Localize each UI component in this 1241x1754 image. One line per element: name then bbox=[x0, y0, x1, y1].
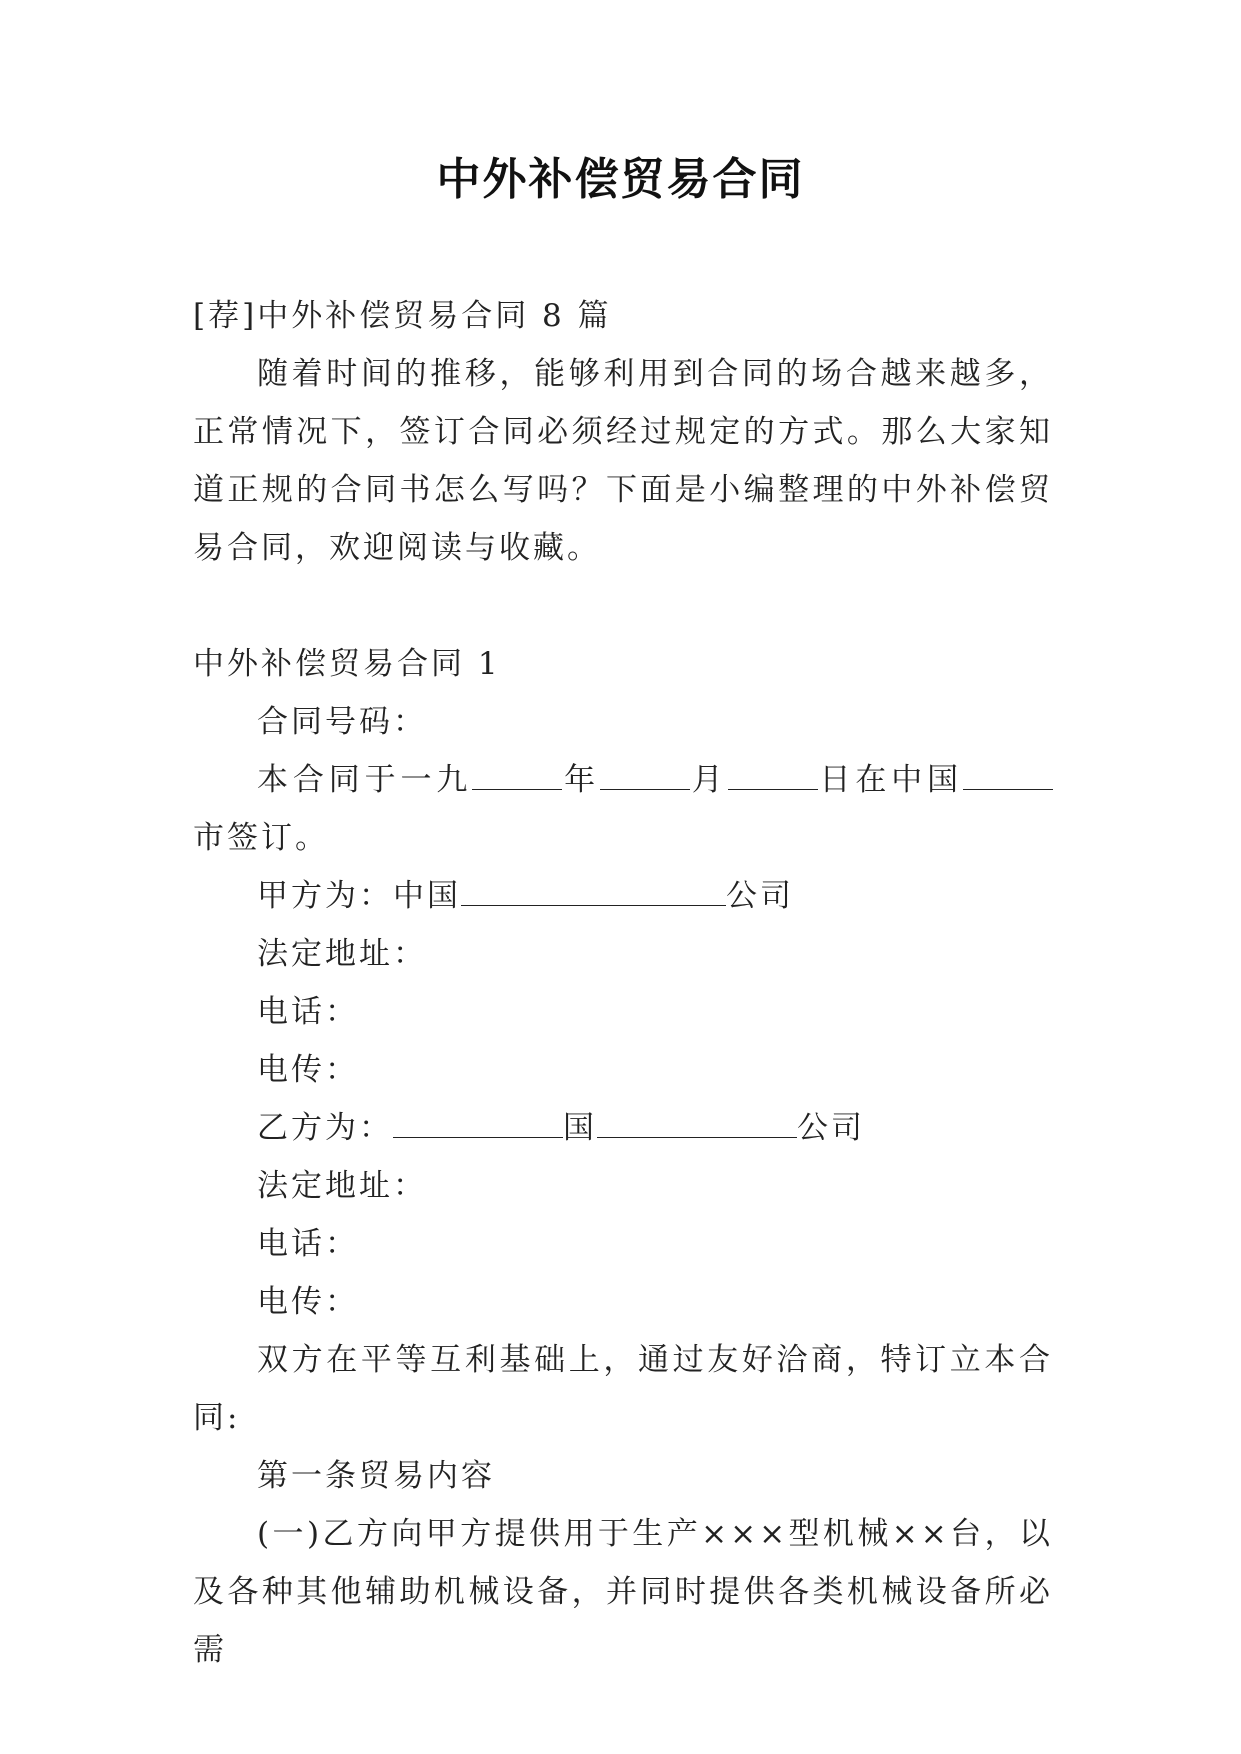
party-a-suffix: 公司 bbox=[726, 878, 794, 914]
party-b-line bbox=[193, 1099, 1053, 1157]
party-b-middle: 国 bbox=[563, 1110, 597, 1146]
signing-date-line bbox=[193, 751, 1053, 867]
party-b-phone: 电话： bbox=[257, 1226, 359, 1262]
agreement-statement: 双方在平等互利基础上，通过友好洽商，特订立本合同: bbox=[193, 1342, 1053, 1436]
section-title: 中外补偿贸易合同 1 bbox=[193, 646, 501, 682]
year-blank bbox=[472, 759, 562, 790]
party-a-line bbox=[193, 867, 1053, 925]
party-a-company-blank bbox=[461, 875, 726, 906]
article-1-title: 第一条贸易内容 bbox=[257, 1458, 495, 1494]
party-a-phone: 电话： bbox=[257, 994, 359, 1030]
party-b-telex: 电传： bbox=[257, 1284, 359, 1320]
document-subtitle: [荐]中外补偿贸易合同 8 篇 bbox=[193, 298, 612, 334]
signing-year-label: 年 bbox=[562, 762, 600, 798]
article-1-paragraph: (一)乙方向甲方提供用于生产×××型机械××台，以及各种其他辅助机械设备，并同时提供各类机械设备所必需 bbox=[193, 1516, 1053, 1668]
document-body bbox=[193, 287, 1053, 1679]
party-b-prefix: 乙方为： bbox=[257, 1110, 393, 1146]
party-a-address: 法定地址： bbox=[257, 936, 427, 972]
party-a-prefix: 甲方为：中国 bbox=[257, 878, 461, 914]
party-a-telex: 电传： bbox=[257, 1052, 359, 1088]
document-title: 中外补偿贸易合同 bbox=[436, 154, 805, 205]
party-b-address: 法定地址： bbox=[257, 1168, 427, 1204]
intro-paragraph: 随着时间的推移，能够利用到合同的场合越来越多，正常情况下，签订合同必须经过规定的方式。那么大家知道正规的合同书怎么写吗？下面是小编整理的中外补偿贸易合同，欢迎阅读与收藏。 bbox=[193, 356, 1053, 566]
party-b-company-blank bbox=[597, 1107, 797, 1138]
month-blank bbox=[600, 759, 690, 790]
signing-suffix: 市签订。 bbox=[193, 820, 329, 856]
signing-month-label: 月 bbox=[689, 762, 728, 798]
contract-number-line: 合同号码： bbox=[257, 704, 427, 740]
day-blank bbox=[728, 759, 818, 790]
signing-day-label: 日在中国 bbox=[817, 762, 964, 798]
party-b-suffix: 公司 bbox=[797, 1110, 865, 1146]
party-b-country-blank bbox=[393, 1107, 563, 1138]
signing-prefix: 本合同于一九 bbox=[257, 762, 473, 798]
city-blank bbox=[963, 759, 1053, 790]
